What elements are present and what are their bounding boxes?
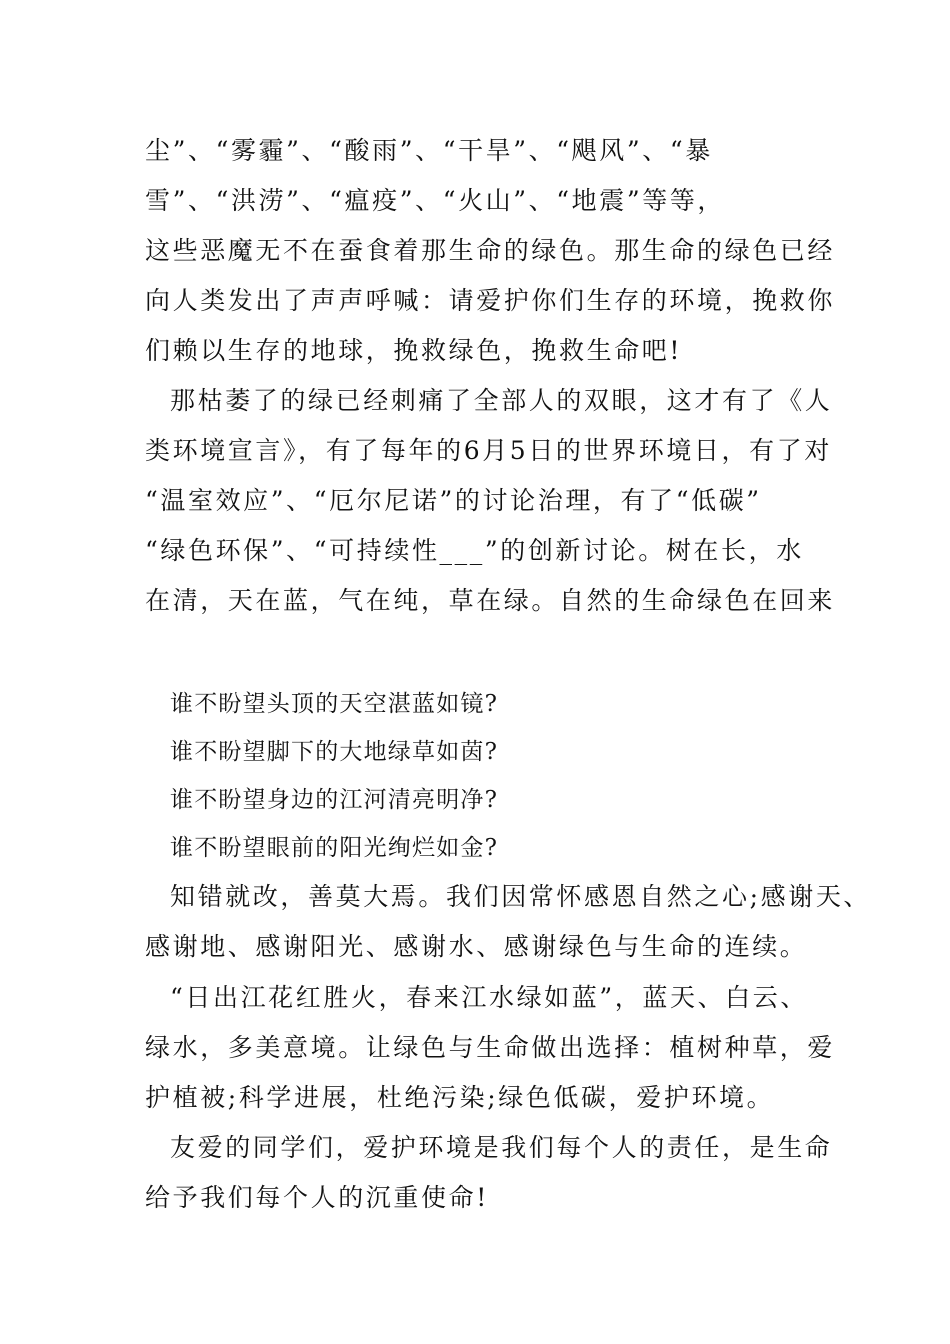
text-line: 给予我们每个人的沉重使命! (145, 1183, 489, 1212)
text-line: 绿水，多美意境。让绿色与生命做出选择：植树种草，爱 (145, 1033, 836, 1062)
text-line: 们赖以生存的地球，挽救绿色，挽救生命吧! (145, 336, 683, 365)
text-line: 在清，天在蓝，气在纯，草在绿。自然的生命绿色在回来 (145, 586, 836, 615)
question-line: 谁不盼望身边的江河清亮明净? (170, 787, 499, 813)
text-line: 这些恶魔无不在蚕食着那生命的绿色。那生命的绿色已经 (145, 236, 836, 265)
text-line: “绿色环保”、“可持续性___”的创新讨论。树在长，水 (145, 536, 804, 565)
paragraph-start-line: 那枯萎了的绿已经刺痛了全部人的双眼，这才有了《人 (170, 386, 833, 415)
paragraph-start-line: 知错就改，善莫大焉。我们因常怀感恩自然之心;感谢天、 (170, 882, 872, 911)
text-line: 护植被;科学进展，杜绝污染;绿色低碳，爱护环境。 (145, 1083, 775, 1112)
text-line: 感谢地、感谢阳光、感谢水、感谢绿色与生命的连续。 (145, 932, 808, 961)
question-line: 谁不盼望头顶的天空湛蓝如镜? (170, 691, 499, 717)
paragraph-start-line: “日出江花红胜火，春来江水绿如蓝”，蓝天、白云、 (170, 983, 808, 1012)
text-line: 向人类发出了声声呼喊：请爱护你们生存的环境，挽救你 (145, 286, 836, 315)
text-line: 尘”、“雾霾”、“酸雨”、“干旱”、“飓风”、“暴 (145, 136, 713, 165)
text-line: 类环境宣言》，有了每年的6月5日的世界环境日，有了对 (145, 436, 832, 465)
question-line: 谁不盼望眼前的阳光绚烂如金? (170, 835, 499, 861)
question-line: 谁不盼望脚下的大地绿草如茵? (170, 739, 499, 765)
text-line: 雪”、“洪涝”、“瘟疫”、“火山”、“地震”等等， (145, 186, 726, 215)
paragraph-start-line: 友爱的同学们，爱护环境是我们每个人的责任，是生命 (170, 1133, 833, 1162)
text-line: “温室效应”、“厄尔尼诺”的讨论治理，有了“低碳” (145, 486, 762, 515)
